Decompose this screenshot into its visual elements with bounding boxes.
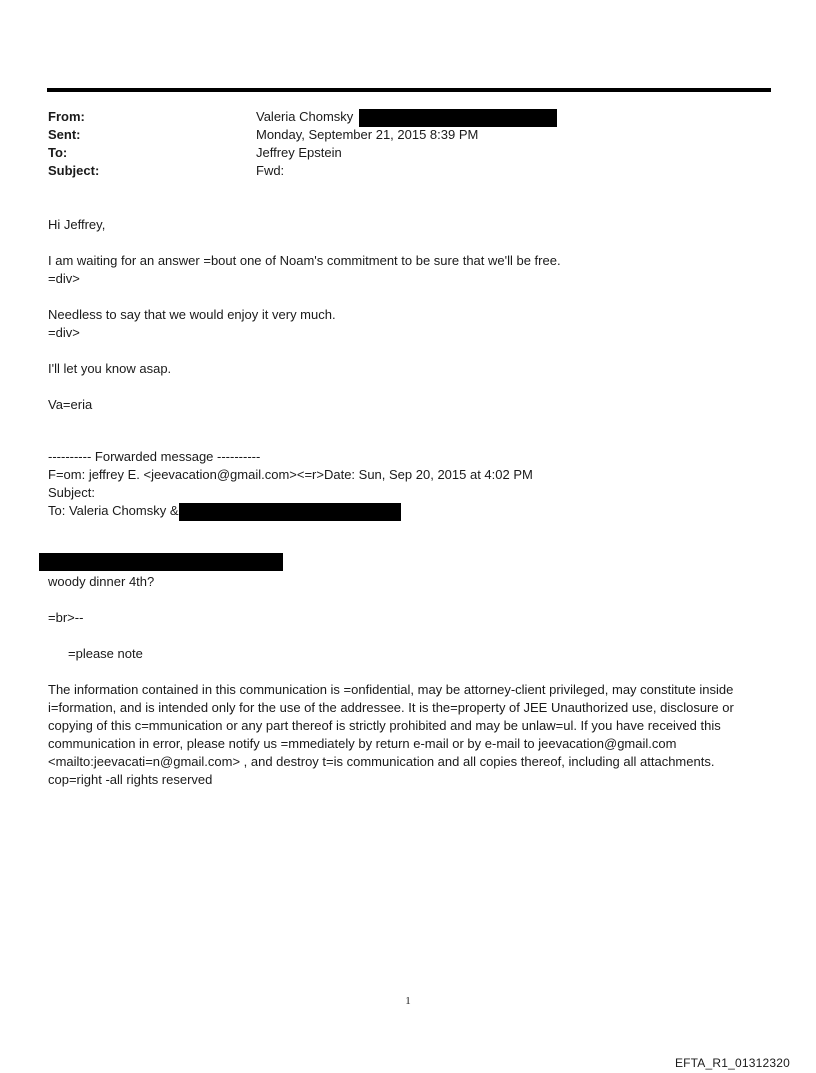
forwarded-body (48, 573, 768, 789)
forward-from-line: F=om: jeffrey E. <jeevacation@gmail.com><=r>Date: Sun, Sep 20, 2015 at 4:02 PM (48, 467, 533, 482)
forward-subject-line: Subject: (48, 485, 95, 500)
body-paragraph-3: I'll let you know asap. (48, 361, 172, 376)
body-paragraph-2: Needless to say that we would enjoy it very much. (48, 307, 336, 322)
redaction-bar (39, 553, 283, 571)
please-note: =please note (68, 646, 143, 661)
top-rule (47, 88, 771, 92)
div-marker-1: =div> (48, 271, 80, 286)
to-value: Jeffrey Epstein (256, 145, 342, 160)
from-value-wrap (256, 108, 557, 127)
from-label: From: (48, 109, 85, 124)
redaction-bar (179, 503, 401, 521)
email-body (48, 216, 768, 414)
sent-label: Sent: (48, 127, 81, 142)
subject-label: Subject: (48, 163, 100, 178)
page-number: 1 (405, 995, 411, 1007)
sent-value: Monday, September 21, 2015 8:39 PM (256, 127, 479, 142)
greeting: Hi Jeffrey, (48, 217, 106, 232)
document-id: EFTA_R1_01312320 (674, 1056, 790, 1070)
to-label: To: (48, 145, 68, 160)
div-marker-2: =div> (48, 325, 80, 340)
br-marker: =br>-- (48, 610, 84, 625)
subject-value: Fwd: (256, 163, 285, 178)
forward-divider: ---------- Forwarded message ---------- (48, 449, 261, 464)
signoff: Va=eria (48, 397, 93, 412)
disclaimer: The information contained in this communication is =onfidential, may be attorney-client privileged, may constitute inside i=formation, and is intended only for the use of the addressee. It is the=property of JEE Unauthorized use, disclosure or copying of this c=mmunication or any part thereof is strictly prohibited and may be unlaw=ul. If you have received this communication in error, please notify us =mmediately by return e-mail or by e-mail to jeevacation@gmail.com <mailto:jeevacati=n@gmail.com> , and destroy t=is communication and all copies thereof, including all attachments. cop=right -all rights reserved (48, 682, 734, 787)
forward-to-line: To: Valeria Chomsky & (48, 503, 179, 518)
from-value: Valeria Chomsky (256, 109, 354, 124)
forwarded-message (48, 448, 768, 521)
redaction-bar (359, 109, 557, 127)
body-paragraph-1: I am waiting for an answer =bout one of Noam's commitment to be sure that we'll be free. (48, 253, 561, 268)
forward-message-text: woody dinner 4th? (48, 574, 155, 589)
forward-to-row (48, 502, 768, 521)
